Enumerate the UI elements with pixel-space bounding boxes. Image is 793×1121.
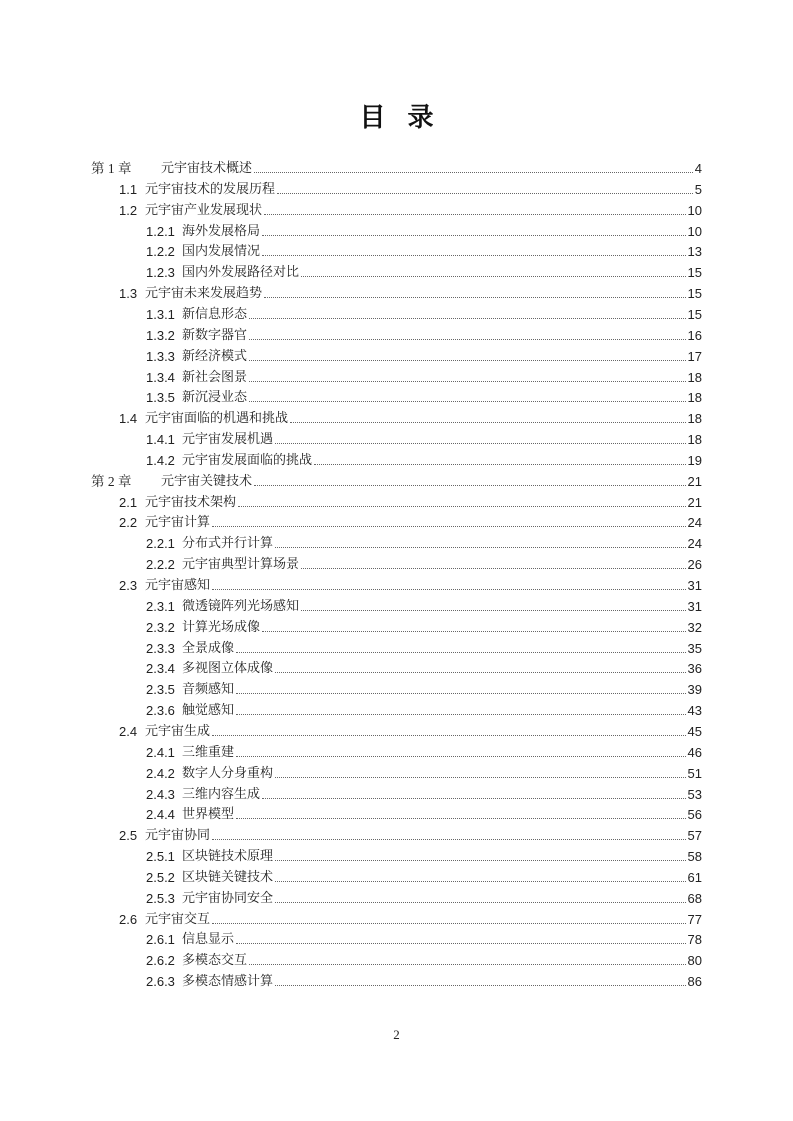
toc-dot-leader xyxy=(254,171,693,173)
toc-entry[interactable] xyxy=(119,719,702,740)
toc-entry-page: 10 xyxy=(687,223,702,239)
toc-entry-page: 15 xyxy=(687,286,702,302)
toc-entry-number: 2.3.6 xyxy=(146,703,175,719)
toc-entry-label: 国内外发展路径对比 xyxy=(182,265,300,281)
toc-entry-label: 数字人分身重构 xyxy=(182,765,274,781)
toc-dot-leader xyxy=(212,838,686,840)
toc-dot-leader xyxy=(249,317,686,319)
toc-entry-page: 19 xyxy=(687,452,702,468)
toc-dot-leader xyxy=(262,234,686,236)
toc-dot-leader xyxy=(212,525,686,527)
toc-entry[interactable] xyxy=(146,239,702,260)
toc-entry[interactable] xyxy=(146,969,702,990)
toc-entry-page: 21 xyxy=(687,494,702,510)
toc-entry-number: 2.2.1 xyxy=(146,536,175,552)
toc-entry-label: 计算光场成像 xyxy=(182,619,261,635)
toc-entry-label: 区块链技术原理 xyxy=(182,849,274,865)
toc-entry-page: 15 xyxy=(687,265,702,281)
toc-dot-leader xyxy=(264,296,686,298)
toc-dot-leader xyxy=(275,901,686,903)
toc-entry-number: 1.1 xyxy=(119,181,138,197)
toc-entry-page: 24 xyxy=(687,515,702,531)
toc-entry-label: 信息显示 xyxy=(182,932,235,948)
toc-dot-leader xyxy=(264,213,686,215)
toc-entry-page: 10 xyxy=(687,202,702,218)
toc-entry-page: 68 xyxy=(687,890,702,906)
toc-entry-page: 35 xyxy=(687,640,702,656)
toc-entry-label: 微透镜阵列光场感知 xyxy=(182,598,300,614)
toc-entry-page: 80 xyxy=(687,953,702,969)
toc-entry-label: 元宇宙感知 xyxy=(145,578,211,593)
toc-dot-leader xyxy=(275,671,686,673)
toc-dot-leader xyxy=(212,588,686,590)
toc-entry-number: 第 1 章 xyxy=(91,161,132,176)
toc-entry-label: 海外发展格局 xyxy=(182,223,261,239)
toc-entry-number: 2.4.1 xyxy=(146,744,175,760)
toc-entry-page: 45 xyxy=(687,723,702,739)
toc-entry-label: 世界模型 xyxy=(182,807,235,823)
toc-dot-leader xyxy=(275,859,686,861)
toc-dot-leader xyxy=(236,713,686,715)
toc-entry-label: 元宇宙技术概述 xyxy=(161,161,253,176)
toc-entry[interactable] xyxy=(146,677,702,698)
toc-entry[interactable] xyxy=(119,510,702,531)
toc-entry[interactable] xyxy=(146,761,702,782)
toc-entry-page: 86 xyxy=(687,974,702,990)
toc-entry-number: 1.4.1 xyxy=(146,432,175,448)
toc-entry-label: 元宇宙发展机遇 xyxy=(182,432,274,448)
toc-entry[interactable] xyxy=(146,927,702,948)
toc-entry-number: 2.3.5 xyxy=(146,682,175,698)
toc-dot-leader xyxy=(277,192,693,194)
toc-entry-number: 2.6.1 xyxy=(146,932,175,948)
toc-entry[interactable] xyxy=(146,802,702,823)
toc-entry-number: 2.5.2 xyxy=(146,869,175,885)
toc-dot-leader xyxy=(236,651,686,653)
toc-entry-number: 2.5.3 xyxy=(146,890,175,906)
toc-entry-page: 15 xyxy=(687,306,702,322)
toc-dot-leader xyxy=(212,922,686,924)
toc-entry[interactable] xyxy=(146,740,702,761)
toc-entry-number: 1.3.2 xyxy=(146,327,175,343)
toc-entry-number: 2.4.3 xyxy=(146,786,175,802)
toc-entry-page: 57 xyxy=(687,828,702,844)
toc-entry[interactable] xyxy=(146,594,702,615)
toc-entry-number: 2.3.4 xyxy=(146,661,175,677)
toc-entry[interactable] xyxy=(146,948,702,969)
toc-entry-label: 触觉感知 xyxy=(182,703,235,719)
toc-entry-label: 新经济模式 xyxy=(182,348,248,364)
toc-entry-number: 1.4.2 xyxy=(146,452,175,468)
toc-entry-page: 53 xyxy=(687,786,702,802)
toc-entry-number: 1.2.3 xyxy=(146,265,175,281)
toc-entry[interactable] xyxy=(91,469,702,490)
toc-entry-number: 1.2.2 xyxy=(146,244,175,260)
page-number: 2 xyxy=(393,1027,400,1042)
toc-dot-leader xyxy=(236,942,686,944)
toc-dot-leader xyxy=(301,609,686,611)
toc-dot-leader xyxy=(254,484,686,486)
toc-entry-number: 1.2 xyxy=(119,202,138,218)
toc-entry-label: 新信息形态 xyxy=(182,306,248,322)
toc-entry-page: 17 xyxy=(687,348,702,364)
toc-dot-leader xyxy=(212,734,686,736)
toc-entry[interactable] xyxy=(146,344,702,365)
toc-dot-leader xyxy=(275,984,686,986)
toc-entry[interactable] xyxy=(146,302,702,323)
toc-entry-number: 1.3 xyxy=(119,286,138,302)
toc-dot-leader xyxy=(275,546,686,548)
toc-entry[interactable] xyxy=(119,573,702,594)
toc-dot-leader xyxy=(238,505,686,507)
toc-entry-label: 区块链关键技术 xyxy=(182,869,274,885)
toc-dot-leader xyxy=(236,755,686,757)
toc-entry-number: 2.2 xyxy=(119,515,138,531)
toc-entry-number: 1.3.1 xyxy=(146,306,175,322)
toc-entry-number: 1.3.4 xyxy=(146,369,175,385)
toc-entry[interactable] xyxy=(91,156,702,177)
toc-entry-label: 元宇宙发展面临的挑战 xyxy=(182,452,313,468)
toc-entry[interactable] xyxy=(146,782,702,803)
toc-entry-label: 元宇宙关键技术 xyxy=(161,473,253,489)
toc-entry[interactable] xyxy=(146,656,702,677)
toc-entry-label: 多视图立体成像 xyxy=(182,661,274,677)
toc-entry-page: 32 xyxy=(687,619,702,635)
toc-entry[interactable] xyxy=(119,198,702,219)
toc-entry-label: 元宇宙技术架构 xyxy=(145,494,237,510)
toc-dot-leader xyxy=(301,275,686,277)
toc-dot-leader xyxy=(290,421,686,423)
toc-entry[interactable] xyxy=(146,865,702,886)
toc-dot-leader xyxy=(275,880,686,882)
toc-dot-leader xyxy=(262,797,686,799)
toc-dot-leader xyxy=(262,630,686,632)
toc-entry-number: 2.1 xyxy=(119,494,138,510)
toc-entry[interactable] xyxy=(146,427,702,448)
toc-dot-leader xyxy=(262,254,686,256)
toc-entry-page: 5 xyxy=(694,181,702,197)
toc-entry[interactable] xyxy=(119,177,702,198)
toc-entry-label: 音频感知 xyxy=(182,682,235,698)
toc-entry-label: 三维重建 xyxy=(182,744,235,760)
toc-dot-leader xyxy=(249,380,686,382)
toc-entry[interactable] xyxy=(146,385,702,406)
toc-entry-number: 2.3 xyxy=(119,578,138,593)
toc-entry-page: 51 xyxy=(687,765,702,781)
toc-entry-label: 元宇宙计算 xyxy=(145,515,211,531)
toc-entry-page: 26 xyxy=(687,557,702,573)
toc-entry[interactable] xyxy=(119,406,702,427)
toc-entry-number: 第 2 章 xyxy=(91,473,132,489)
toc-entry-page: 43 xyxy=(687,703,702,719)
toc-entry-page: 61 xyxy=(687,869,702,885)
toc-entry[interactable] xyxy=(146,323,702,344)
toc-entry-number: 2.6.3 xyxy=(146,974,175,990)
toc-title-char-2: 录 xyxy=(407,103,434,133)
toc-entry[interactable] xyxy=(119,490,702,511)
toc-entry-page: 18 xyxy=(687,369,702,385)
toc-entry[interactable] xyxy=(146,636,702,657)
toc-entry-page: 31 xyxy=(687,578,702,593)
toc-entry-label: 元宇宙协同安全 xyxy=(182,890,274,906)
toc-entry-label: 元宇宙典型计算场景 xyxy=(182,557,300,573)
toc-entry[interactable] xyxy=(146,552,702,573)
toc-entry-number: 1.4 xyxy=(119,411,138,427)
toc-entry-page: 21 xyxy=(687,473,702,489)
toc-entry-page: 56 xyxy=(687,807,702,823)
toc-entry-label: 元宇宙协同 xyxy=(145,828,211,844)
toc-entry-number: 1.3.5 xyxy=(146,390,175,406)
toc-entry-label: 多模态交互 xyxy=(182,953,248,969)
toc-title xyxy=(0,97,793,134)
toc-dot-leader xyxy=(275,776,686,778)
toc-dot-leader xyxy=(249,359,686,361)
toc-entry-page: 18 xyxy=(687,432,702,448)
toc-entry-number: 2.6 xyxy=(119,911,138,927)
toc-entry[interactable] xyxy=(146,448,702,469)
toc-dot-leader xyxy=(236,817,686,819)
toc-entry-number: 1.3.3 xyxy=(146,348,175,364)
toc-entry-number: 2.3.3 xyxy=(146,640,175,656)
toc-entry-page: 58 xyxy=(687,849,702,865)
toc-entry-number: 1.2.1 xyxy=(146,223,175,239)
toc-entry-page: 18 xyxy=(687,390,702,406)
toc-entry[interactable] xyxy=(146,886,702,907)
toc-entry-number: 2.4.2 xyxy=(146,765,175,781)
toc-entry-page: 77 xyxy=(687,911,702,927)
toc-entry[interactable] xyxy=(119,281,702,302)
toc-entry[interactable] xyxy=(146,844,702,865)
toc-dot-leader xyxy=(301,567,686,569)
toc-entry-label: 元宇宙技术的发展历程 xyxy=(145,181,276,197)
toc-entry-page: 13 xyxy=(687,244,702,260)
toc-entry-page: 78 xyxy=(687,932,702,948)
toc-entry-page: 24 xyxy=(687,536,702,552)
toc-entry[interactable] xyxy=(146,531,702,552)
toc-entry[interactable] xyxy=(119,907,702,928)
toc-entry-label: 国内发展情况 xyxy=(182,244,261,260)
toc-entry-label: 元宇宙面临的机遇和挑战 xyxy=(145,411,289,427)
toc-entry[interactable] xyxy=(146,615,702,636)
toc-dot-leader xyxy=(249,400,686,402)
toc-entry-label: 全景成像 xyxy=(182,640,235,656)
toc-entry[interactable] xyxy=(119,823,702,844)
toc-entry-page: 18 xyxy=(687,411,702,427)
toc-entry-number: 2.2.2 xyxy=(146,557,175,573)
toc-entry-label: 元宇宙生成 xyxy=(145,723,211,739)
toc-entry-label: 分布式并行计算 xyxy=(182,536,274,552)
toc-entry-page: 46 xyxy=(687,744,702,760)
toc-entry-number: 2.5.1 xyxy=(146,849,175,865)
toc-entry-number: 2.3.2 xyxy=(146,619,175,635)
toc-entry-number: 2.4 xyxy=(119,723,138,739)
toc-entry-page: 31 xyxy=(687,598,702,614)
toc-title-char-1: 目 xyxy=(359,103,386,133)
toc-dot-leader xyxy=(249,338,686,340)
toc-entry-page: 4 xyxy=(694,161,702,176)
toc-dot-leader xyxy=(314,463,686,465)
toc-entry-page: 16 xyxy=(687,327,702,343)
toc-entry[interactable] xyxy=(146,219,702,240)
toc-entry[interactable] xyxy=(146,365,702,386)
toc-entry-number: 2.4.4 xyxy=(146,807,175,823)
toc-dot-leader xyxy=(236,692,686,694)
toc-entry-number: 2.5 xyxy=(119,828,138,844)
toc-entry-label: 元宇宙交互 xyxy=(145,911,211,927)
toc-entry-page: 36 xyxy=(687,661,702,677)
toc-entry-label: 元宇宙未来发展趋势 xyxy=(145,286,263,302)
toc-entry-label: 新社会图景 xyxy=(182,369,248,385)
toc-entry-label: 新沉浸业态 xyxy=(182,390,248,406)
toc-dot-leader xyxy=(275,442,686,444)
toc-entry[interactable] xyxy=(146,698,702,719)
toc-entry-number: 2.3.1 xyxy=(146,598,175,614)
toc-entry[interactable] xyxy=(146,260,702,281)
toc-entry-label: 多模态情感计算 xyxy=(182,974,274,990)
toc-entry-number: 2.6.2 xyxy=(146,953,175,969)
toc-entry-label: 三维内容生成 xyxy=(182,786,261,802)
toc-entry-label: 元宇宙产业发展现状 xyxy=(145,202,263,218)
toc-entry-page: 39 xyxy=(687,682,702,698)
toc-entry-label: 新数字器官 xyxy=(182,327,248,343)
toc-dot-leader xyxy=(249,963,686,965)
